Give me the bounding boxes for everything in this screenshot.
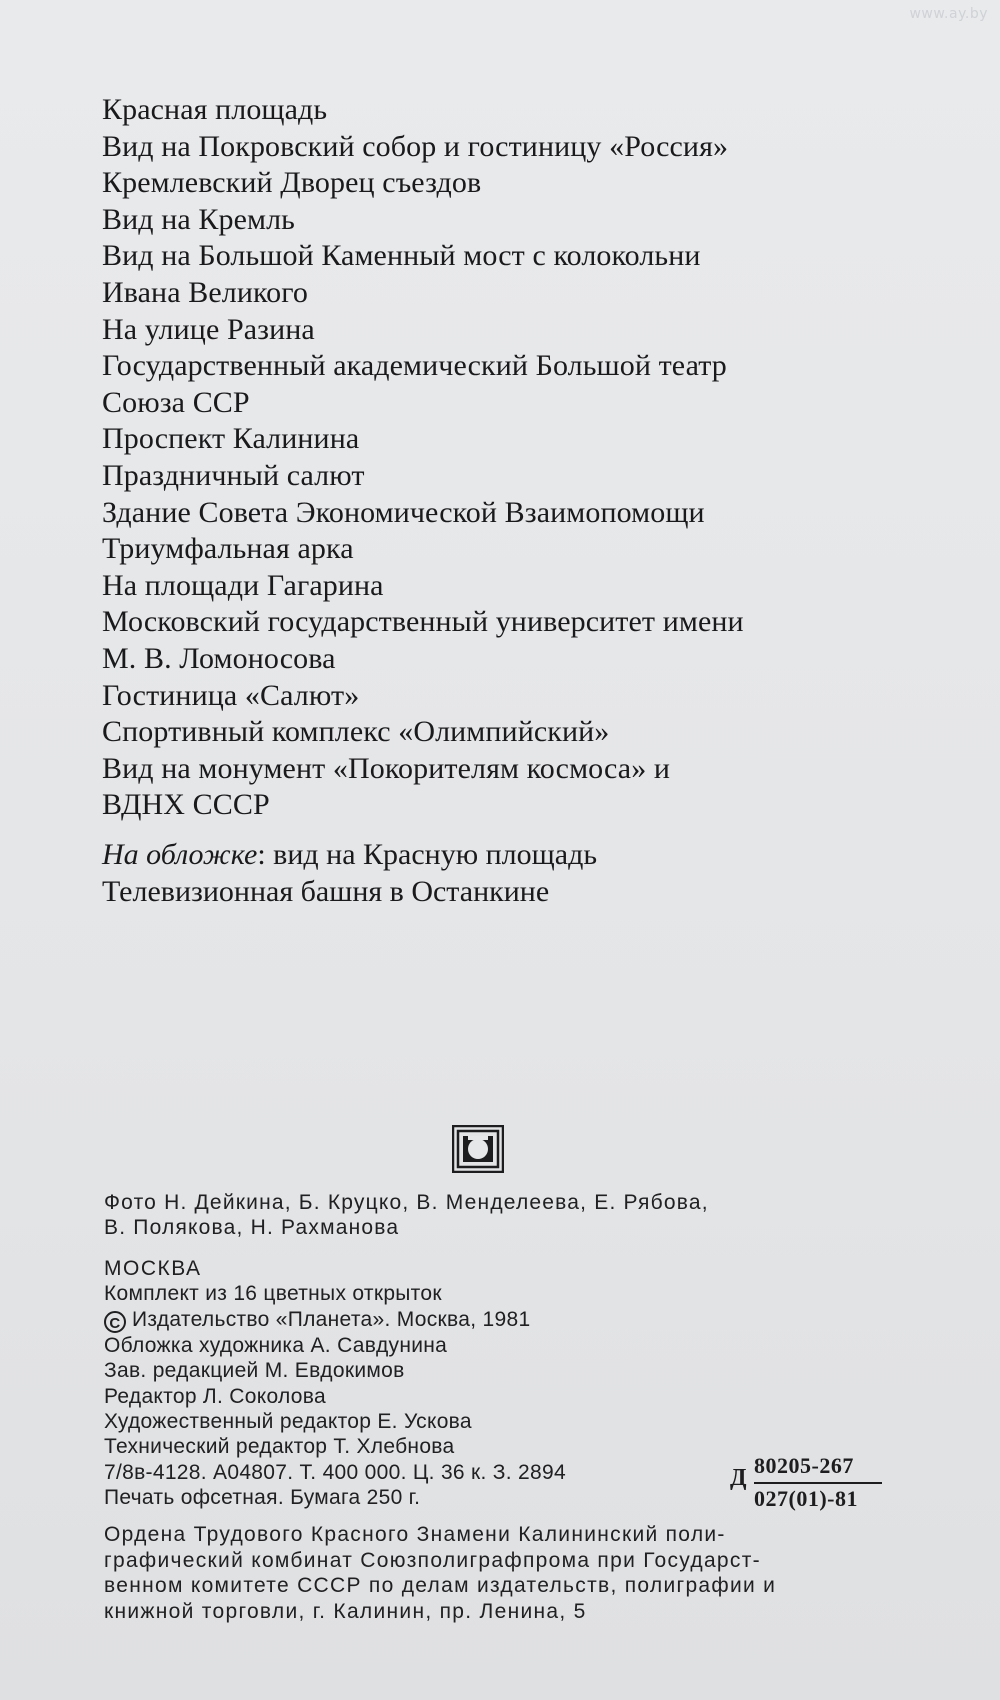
- contents-item: Праздничный салют: [102, 458, 365, 492]
- cover-text: : вид на Красную площадь: [257, 838, 598, 871]
- photo-credits: [104, 1190, 709, 1241]
- index-prefix: Д: [730, 1465, 747, 1491]
- printer-info: [104, 1522, 896, 1624]
- publisher-line: [104, 1307, 566, 1333]
- contents-item: Кремлевский Дворец съездов: [102, 166, 482, 200]
- cover-line-2: Телевизионная башня в Останкине: [102, 875, 550, 908]
- publisher-text: Издательство «Планета». Москва, 1981: [132, 1307, 531, 1331]
- contents-item: Союза ССР: [102, 385, 250, 419]
- contents-item: Московский государственный университет имени: [102, 605, 744, 639]
- colophon: [104, 1256, 566, 1511]
- index-denominator: 027(01)-81: [754, 1486, 858, 1511]
- contents-item: Вид на Большой Каменный мост с колокольни: [102, 239, 701, 273]
- watermark-text: www.ay.by: [909, 6, 988, 22]
- cover-artist: Обложка художника А. Савдунина: [104, 1333, 448, 1357]
- contents-item: Здание Совета Экономической Взаимопомощи: [102, 495, 705, 529]
- contents-item: На улице Разина: [102, 312, 315, 346]
- contents-item: Вид на Кремль: [102, 202, 295, 236]
- cover-line-1: [102, 836, 982, 873]
- contents-item: Вид на монумент «Покорителям космоса» и: [102, 751, 671, 785]
- printer-line: Ордена Трудового Красного Знамени Калининский поли-: [104, 1523, 726, 1546]
- credits-line-2: В. Полякова, Н. Рахманова: [104, 1216, 400, 1240]
- publisher-logo-icon: [452, 1125, 504, 1173]
- print-info: Печать офсетная. Бумага 250 г.: [104, 1486, 421, 1510]
- printer-line: графический комбинат Союзполиграфпрома при Государст-: [104, 1548, 761, 1572]
- print-codes: 7/8в-4128. А04807. Т. 400 000. Ц. 36 к. З. 2894: [104, 1460, 566, 1484]
- printer-line: книжной торговли, г. Калинин, пр. Ленина, 5: [104, 1599, 587, 1623]
- editor: Редактор Л. Соколова: [104, 1384, 326, 1408]
- head-editor: Зав. редакцией М. Евдокимов: [104, 1359, 405, 1383]
- contents-item: Спортивный комплекс «Олимпийский»: [102, 715, 610, 749]
- contents-item: Триумфальная арка: [102, 532, 354, 566]
- index-numerator: 80205-267: [754, 1453, 854, 1478]
- contents-list: [102, 92, 982, 824]
- contents-item: М. В. Ломоносова: [102, 641, 336, 675]
- contents-item: На площади Гагарина: [102, 568, 384, 602]
- contents-item: Ивана Великого: [102, 275, 308, 309]
- set-description: Комплект из 16 цветных открыток: [104, 1282, 442, 1306]
- contents-item: ВДНХ СССР: [102, 788, 270, 822]
- contents-item: Государственный академический Большой театр: [102, 349, 727, 383]
- contents-item: Проспект Калинина: [102, 422, 360, 456]
- cover-label: На обложке: [102, 838, 258, 871]
- contents-item: Вид на Покровский собор и гостиницу «Россия»: [102, 129, 729, 163]
- cover-caption: [102, 836, 982, 910]
- art-editor: Художественный редактор Е. Ускова: [104, 1410, 472, 1434]
- contents-item: Красная площадь: [102, 93, 328, 126]
- credits-line-1: Фото Н. Дейкина, Б. Круцко, В. Менделеева, Е. Рябова,: [104, 1191, 709, 1214]
- fraction-rule: [754, 1482, 882, 1484]
- copyright-icon: C: [104, 1311, 126, 1333]
- printer-line: венном комитете СССР по делам издательств, полиграфии и: [104, 1574, 777, 1597]
- contents-item: Гостиница «Салют»: [102, 678, 360, 712]
- city-label: МОСКВА: [104, 1257, 202, 1280]
- tech-editor: Технический редактор Т. Хлебнова: [104, 1435, 455, 1459]
